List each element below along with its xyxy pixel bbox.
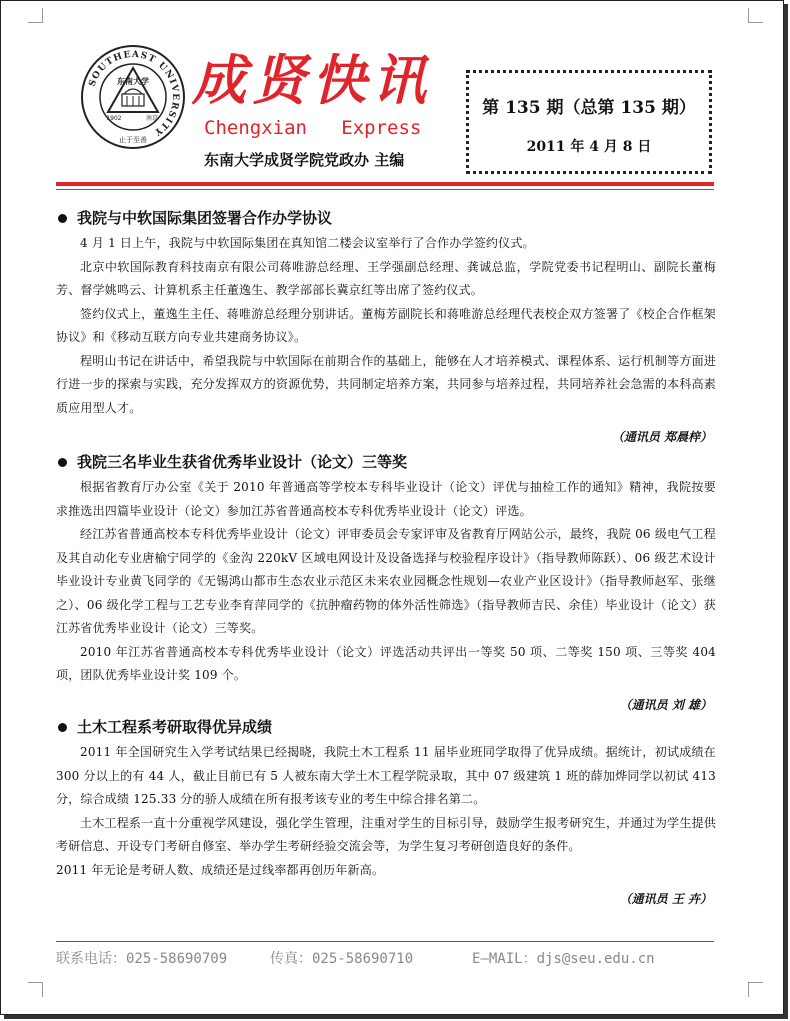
article-paragraph: 程明山书记在讲话中，希望我院与中软国际在前期合作的基础上，能够在人才培养模式、课程体系、运行机制等方面进行进一步的探索与实践，充分发挥双方的资源优势，共同制定培养方案，共同参与培养过程，共同培养社会急需的本科高素质应用型人才。 [56, 353, 716, 415]
crop-mark-bottom-left [28, 982, 43, 997]
issue-date: 2011 年 4 月 8 日 [526, 139, 652, 155]
article-paragraph: 签约仪式上，董逸生主任、蒋唯游总经理分别讲话。董梅芳副院长和蒋唯游总经理代表校企双方签署了《校企合作框架协议》和《移动互联方向专业共建商务协议》。 [56, 306, 716, 344]
footer-fax: 传真：025-58690710 [270, 951, 414, 967]
article-byline: （通讯员 郑晨梓） [611, 430, 712, 444]
bullet-icon [58, 723, 67, 732]
article-title [56, 716, 716, 738]
bullet-icon [58, 458, 67, 467]
article-title-text: 土木工程系考研取得优异成绩 [77, 718, 273, 736]
article-paragraph: 经江苏省普通高校本专科优秀毕业设计（论文）评审委员会专家评审及省教育厅网站公示，最终，我院 06 级电气工程及其自动化专业唐榆宁同学的《金沟 220kV 区域电网设计及设备选择与校验程序设计》（指导教师陈跃）、06 级艺术设计毕业设计专业黄飞同学的《无锡鸿山都市生态农业示范区未来农业园概念性规划—农业产业区设计》（指导教师赵军、张继之）、06 级化学工程与工艺专业李育萍同学的《抗肿瘤药物的体外活性筛选》（指导教师吉民、余佳）毕业设计（论文）获江苏省优秀毕业设计（论文）三等奖。 [56, 527, 716, 635]
footer-phone: 联系电话：025-58690709 [56, 951, 228, 967]
svg-text:1902: 1902 [106, 115, 122, 122]
article-title-text: 我院三名毕业生获省优秀毕业设计（论文）三等奖 [77, 453, 408, 471]
university-seal-logo [80, 44, 186, 150]
svg-text:止于至善: 止于至善 [119, 136, 147, 144]
article-1 [56, 207, 716, 448]
issue-number: 第 135 期（总第 135 期） [482, 98, 696, 118]
svg-text:东南大学: 东南大学 [117, 77, 149, 86]
masthead-subtitle-en: Chengxian Express [204, 117, 422, 139]
article-byline: （通讯员 王 卉） [619, 892, 712, 906]
crop-mark-top-right [748, 8, 763, 23]
article-paragraph: 北京中软国际教育科技南京有限公司蒋唯游总经理、王学强副总经理、龚诚总监，学院党委书记程明山、副院长董梅芳、督学姚鸣云、计算机系主任董逸生、教学部部长冀京红等出席了签约仪式。 [56, 259, 716, 297]
footer-email: E—MAIL：djs@seu.edu.cn [472, 951, 655, 967]
article-paragraph: 4 月 1 日上午，我院与中软国际集团在真知馆二楼会议室举行了合作办学签约仪式。 [80, 236, 535, 250]
article-title-text: 我院与中软国际集团签署合作办学协议 [77, 209, 333, 227]
article-paragraph: 土木工程系一直十分重视学风建设，强化学生管理，注重对学生的目标引导，鼓励学生报考研究生，并通过为学生提供考研信息、开设专门考研自修室、举办学生考研经验交流会等，为学生复习考研创造良好的条件。 [56, 815, 716, 853]
article-3 [56, 716, 716, 910]
bullet-icon [58, 214, 67, 223]
issue-box [466, 70, 712, 174]
article-paragraph: 2011 年全国研究生入学考试结果已经揭晓，我院土木工程系 11 届毕业班同学取得了优异成绩。据统计，初试成绩在 300 分以上的有 44 人，截止目前已有 5 人被东南大学土木工程学院录取，其中 07 级建筑 1 班的薛加烨同学以初试 413 分，综合成绩 125.33 分的骄人成绩在所有报考该专业的考生中综合排名第二。 [56, 745, 716, 806]
crop-mark-top-left [28, 8, 43, 23]
masthead-editor: 东南大学成贤学院党政办 主编 [204, 151, 405, 169]
article-paragraph: 2010 年江苏省普通高校本专科优秀毕业设计（论文）评选活动共评出一等奖 50 项、二等奖 150 项、三等奖 404 项，团队优秀毕业设计奖 109 个。 [56, 644, 716, 682]
footer-rule [56, 941, 714, 942]
article-byline: （通讯员 刘 雄） [619, 697, 712, 712]
article-2 [56, 451, 716, 716]
svg-text:南京: 南京 [145, 115, 159, 122]
svg-text:SOUTHEAST UNIVERSITY: SOUTHEAST UNIVERSITY [87, 49, 181, 138]
header-rule-thick [56, 182, 714, 186]
header-rule-thin [56, 189, 714, 190]
article-paragraph: 根据省教育厅办公室《关于 2010 年普通高等学校本专科毕业设计（论文）评优与抽检工作的通知》精神，我院按要求推选出四篇毕业设计（论文）参加江苏省普通高校本专科优秀毕业设计（论文）评选。 [56, 480, 716, 518]
masthead-title: 成贤快讯 [192, 48, 432, 112]
article-title [56, 451, 716, 473]
article-title [56, 207, 716, 229]
crop-mark-bottom-right [748, 982, 763, 997]
article-paragraph: 2011 年无论是考研人数、成绩还是过线率都再创历年新高。 [56, 862, 385, 877]
